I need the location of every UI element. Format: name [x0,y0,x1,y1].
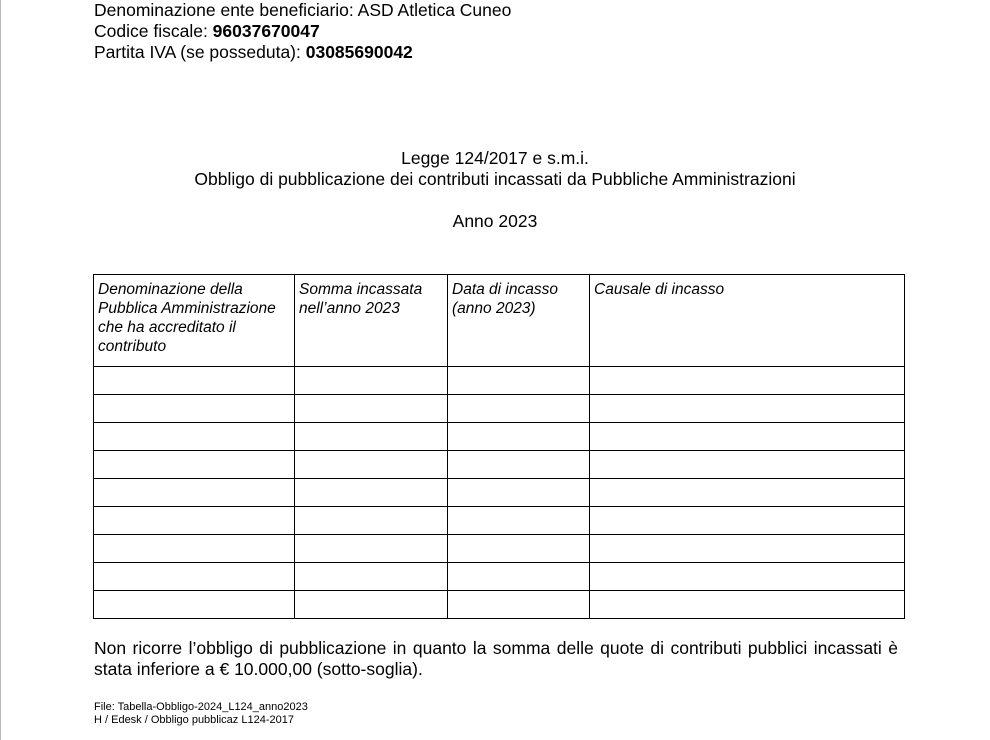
table-cell [590,479,905,507]
table-cell [94,451,295,479]
table-row [94,367,905,395]
table-cell [94,367,295,395]
header-amount-collected: Somma incassata nell’anno 2023 [295,275,448,367]
beneficiary-header [94,0,511,63]
year-title: Anno 2023 [452,211,538,231]
table-cell [295,423,448,451]
footer-file-name: File: Tabella-Obbligo-2024_L124_anno2023 [94,701,308,713]
table-cell [448,367,590,395]
table-row [94,451,905,479]
threshold-note: Non ricorre l’obbligo di pubblicazione in quanto la somma delle quote di contributi pubblici incassati è stata inferiore a € 10.000,00 (sotto-soglia). [94,638,898,679]
tax-code-label: Codice fiscale: [94,21,213,41]
law-title: Legge 124/2017 e s.m.i. [401,148,589,168]
table-row [94,507,905,535]
table-cell [94,395,295,423]
beneficiary-label: Denominazione ente beneficiario: [94,0,358,20]
table-cell [295,367,448,395]
table-cell [448,591,590,619]
table-cell [590,395,905,423]
beneficiary-value: ASD Atletica Cuneo [357,0,512,20]
table-cell [448,423,590,451]
table-row [94,395,905,423]
footer-file-path: H / Edesk / Obbligo pubblicaz L124-2017 [94,714,294,726]
table-cell [448,535,590,563]
table-cell [590,451,905,479]
table-cell [448,507,590,535]
table-row [94,479,905,507]
table-cell [590,563,905,591]
table-row [94,591,905,619]
vat-value: 03085690042 [305,42,413,62]
table-cell [94,563,295,591]
tax-code-value: 96037670047 [212,21,320,41]
table-cell [590,591,905,619]
table-cell [94,535,295,563]
page-edge-rule [0,0,1,740]
table-cell [295,563,448,591]
table-cell [448,563,590,591]
vat-label: Partita IVA (se posseduta): [94,42,306,62]
contributions-table [93,274,905,619]
beneficiary-name-line [94,0,511,21]
table-header-row [94,275,905,367]
table-cell [295,535,448,563]
table-cell [94,423,295,451]
table-cell [94,591,295,619]
table-cell [94,507,295,535]
table-cell [448,395,590,423]
table-cell [448,451,590,479]
table-cell [94,479,295,507]
table-cell [295,479,448,507]
table-cell [590,535,905,563]
header-collection-reason: Causale di incasso [590,275,905,367]
table-cell [590,507,905,535]
table-cell [295,507,448,535]
table-row [94,423,905,451]
table-row [94,563,905,591]
tax-code-line [94,21,511,42]
table-cell [590,423,905,451]
vat-line [94,42,511,63]
header-public-administration: Denominazione della Pubblica Amministrazione che ha accreditato il contributo [94,275,295,367]
table-cell [590,367,905,395]
table-cell [448,479,590,507]
table-cell [295,591,448,619]
table-cell [295,451,448,479]
obligation-title: Obbligo di pubblicazione dei contributi incassati da Pubbliche Amministrazioni [194,169,796,189]
table-cell [295,395,448,423]
table-row [94,535,905,563]
file-footer [94,701,308,727]
header-collection-date: Data di incasso (anno 2023) [448,275,590,367]
